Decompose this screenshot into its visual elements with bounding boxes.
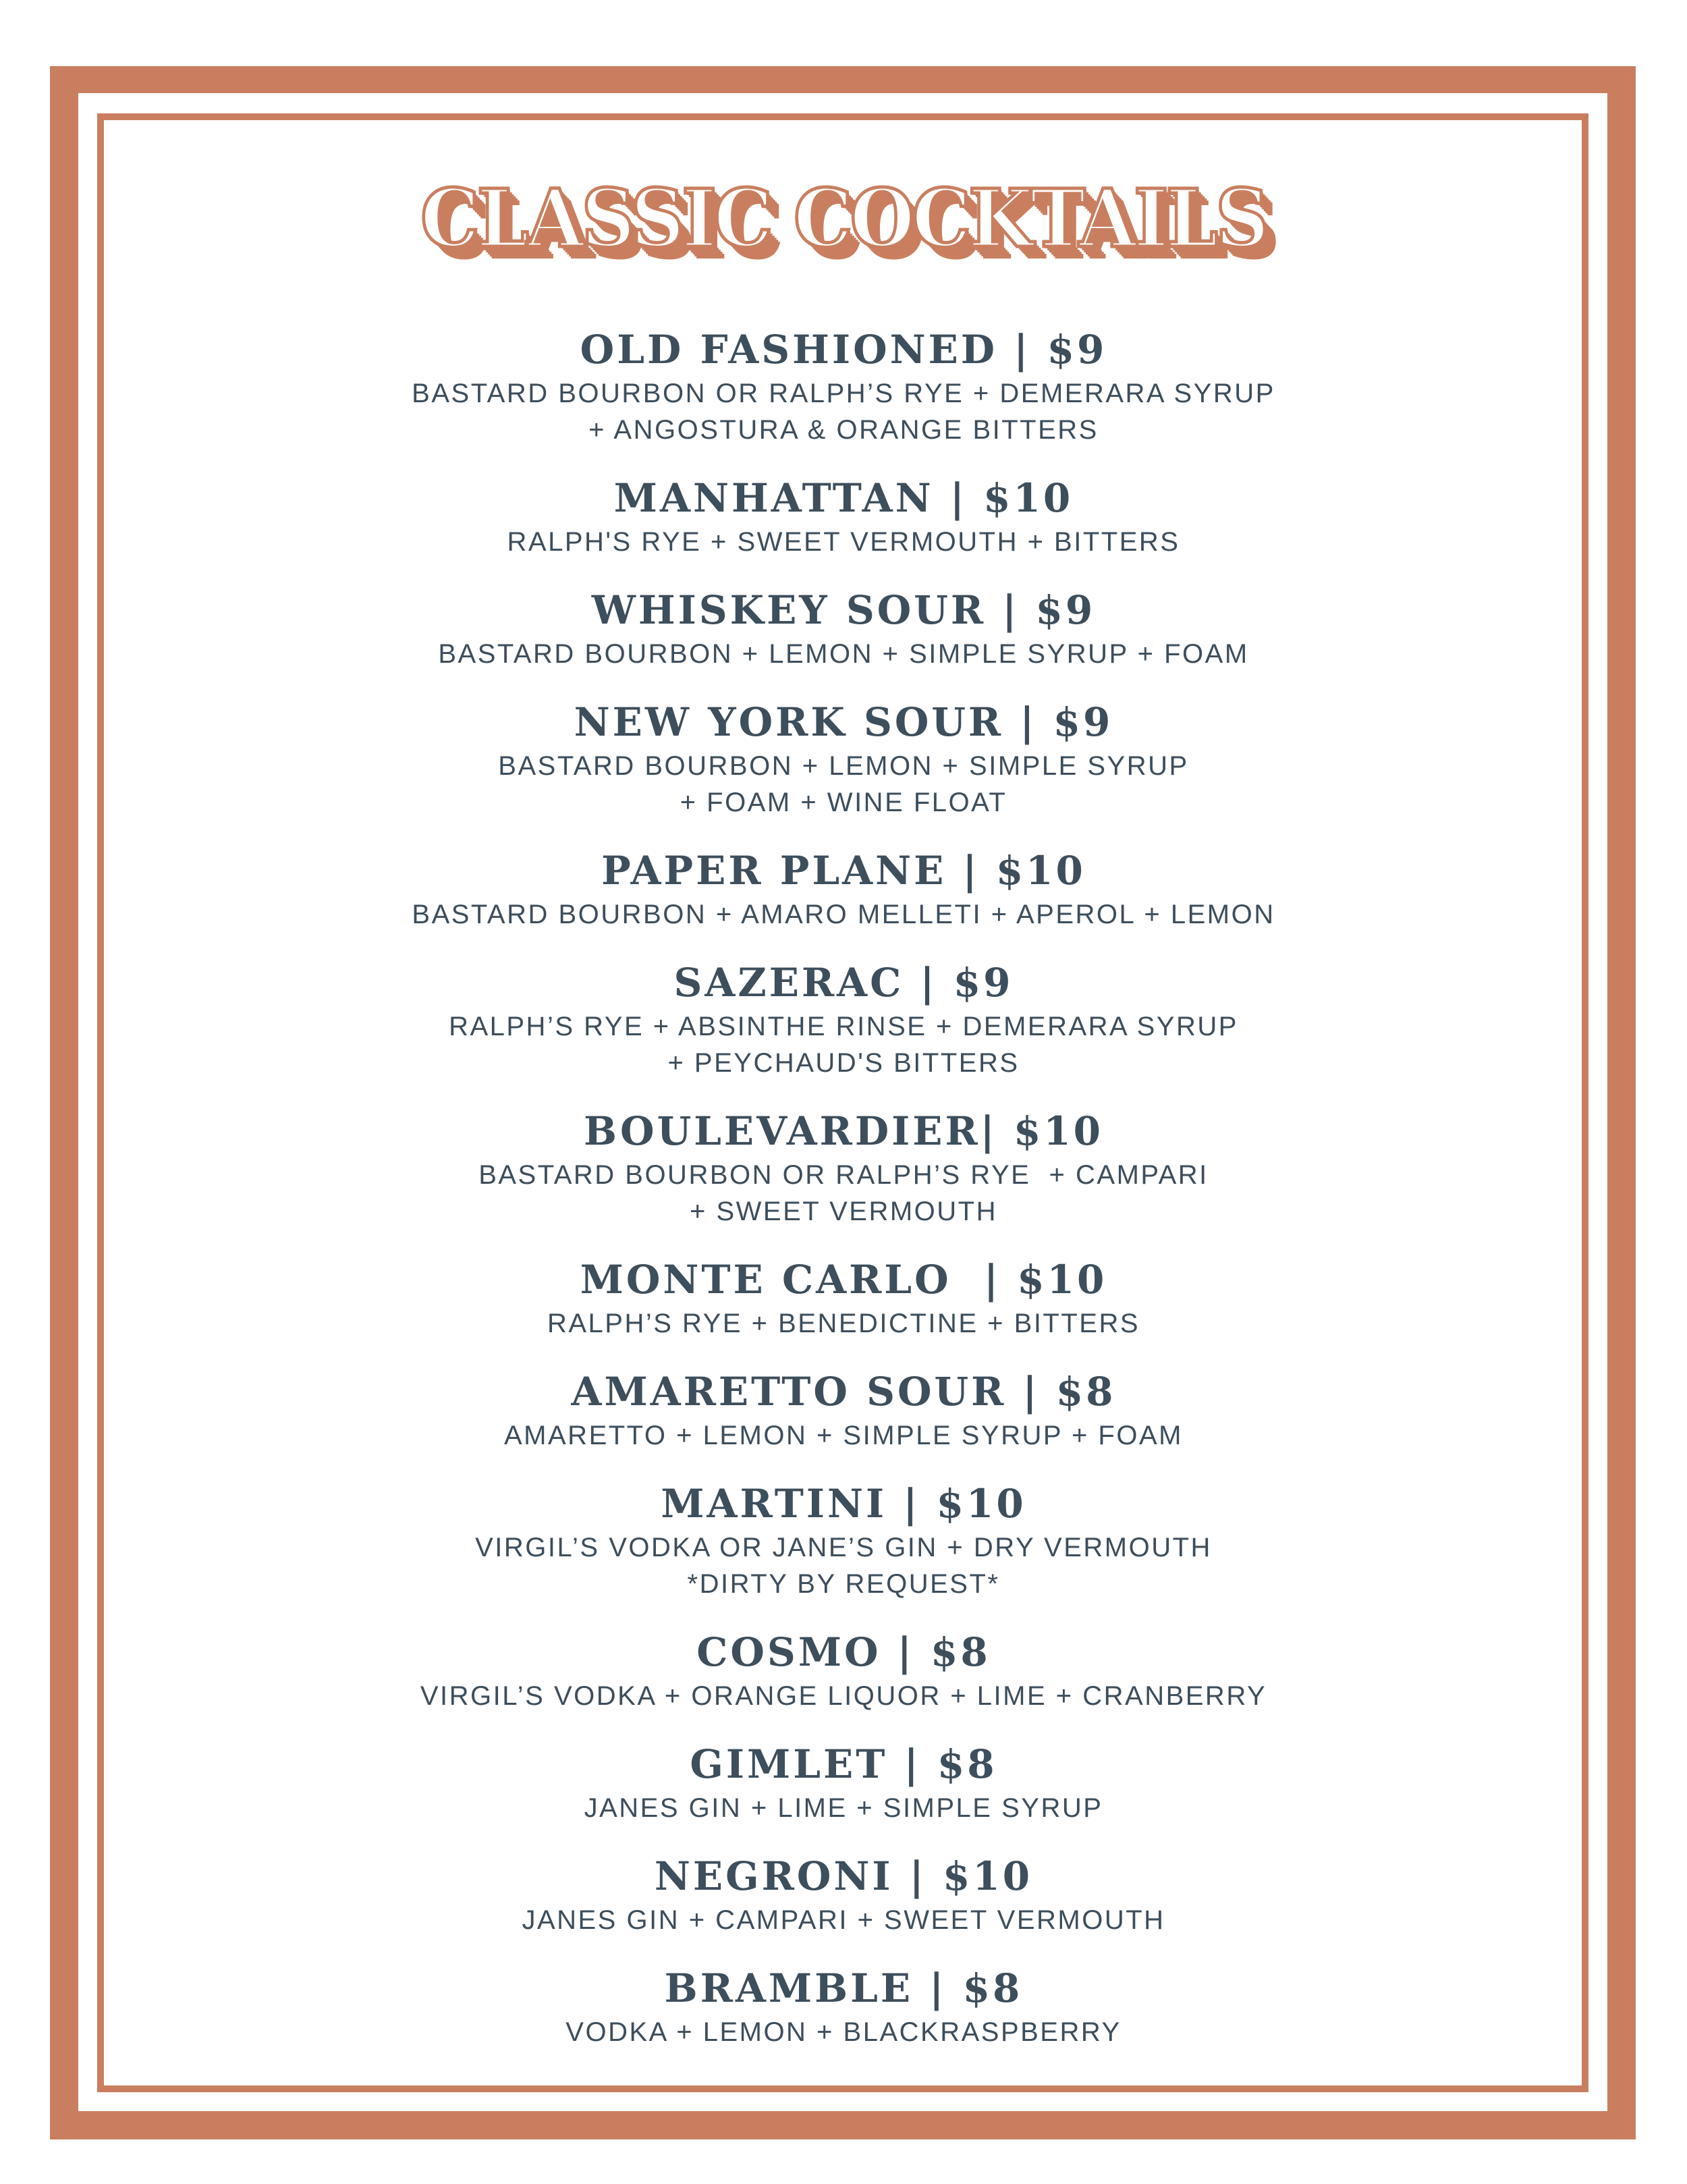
cocktail-ingredients: VIRGIL’S VODKA OR JANE’S GIN + DRY VERMOUTH	[475, 1533, 1212, 1562]
cocktail-name-price: MONTE CARLO | $10	[580, 1257, 1107, 1303]
cocktail-list	[0, 324, 1687, 2075]
cocktail-name-price: GIMLET | $8	[690, 1741, 997, 1787]
cocktail-item	[0, 472, 1687, 560]
cocktail-item	[0, 957, 1687, 1081]
cocktail-ingredients: BASTARD BOURBON + LEMON + SIMPLE SYRUP	[498, 751, 1189, 781]
cocktail-item	[0, 1105, 1687, 1230]
cocktail-ingredients: + PEYCHAUD'S BITTERS	[667, 1048, 1020, 1078]
cocktail-item	[0, 697, 1687, 821]
cocktail-ingredients: RALPH’S RYE + BENEDICTINE + BITTERS	[547, 1309, 1140, 1338]
cocktail-name-price: NEGRONI | $10	[654, 1853, 1033, 1899]
cocktail-item	[0, 1254, 1687, 1342]
cocktail-name-price: NEW YORK SOUR | $9	[574, 699, 1113, 745]
cocktail-name-price: PAPER PLANE | $10	[601, 848, 1086, 894]
cocktail-ingredients: + FOAM + WINE FLOAT	[680, 788, 1007, 817]
cocktail-name-price: BRAMBLE | $8	[664, 1965, 1023, 2011]
cocktail-ingredients: BASTARD BOURBON OR RALPH’S RYE + CAMPARI	[478, 1160, 1209, 1190]
cocktail-ingredients: VODKA + LEMON + BLACKRASPBERRY	[565, 2017, 1122, 2047]
cocktail-name-price: WHISKEY SOUR | $9	[591, 587, 1096, 633]
cocktail-name-price: OLD FASHIONED | $9	[580, 327, 1107, 373]
cocktail-item	[0, 324, 1687, 448]
cocktail-ingredients: BASTARD BOURBON + AMARO MELLETI + APEROL + LEMON	[412, 900, 1275, 929]
cocktail-ingredients: AMARETTO + LEMON + SIMPLE SYRUP + FOAM	[504, 1421, 1183, 1450]
menu-title: CLASSIC COCKTAILS	[420, 171, 1267, 265]
cocktail-item	[0, 1739, 1687, 1826]
cocktail-item	[0, 1366, 1687, 1454]
cocktail-name-price: BOULEVARDIER| $10	[583, 1108, 1104, 1154]
cocktail-item	[0, 1478, 1687, 1602]
cocktail-name-price: SAZERAC | $9	[673, 960, 1014, 1006]
cocktail-item	[0, 1851, 1687, 1938]
cocktail-item	[0, 1963, 1687, 2050]
cocktail-item	[0, 584, 1687, 672]
cocktail-name-price: COSMO | $8	[696, 1629, 991, 1675]
cocktail-item	[0, 1627, 1687, 1714]
cocktail-ingredients: BASTARD BOURBON + LEMON + SIMPLE SYRUP + FOAM	[438, 639, 1249, 669]
cocktail-ingredients: JANES GIN + LIME + SIMPLE SYRUP	[584, 1793, 1103, 1823]
cocktail-ingredients: BASTARD BOURBON OR RALPH’S RYE + DEMERARA SYRUP	[412, 379, 1275, 408]
cocktail-name-price: MANHATTAN | $10	[613, 475, 1074, 521]
cocktail-ingredients: RALPH’S RYE + ABSINTHE RINSE + DEMERARA SYRUP	[449, 1012, 1238, 1041]
cocktail-ingredients: *DIRTY BY REQUEST*	[687, 1569, 1000, 1599]
cocktail-ingredients: JANES GIN + CAMPARI + SWEET VERMOUTH	[522, 1905, 1165, 1935]
cocktail-name-price: AMARETTO SOUR | $8	[571, 1369, 1116, 1415]
cocktail-ingredients: VIRGIL’S VODKA + ORANGE LIQUOR + LIME + CRANBERRY	[420, 1681, 1267, 1711]
menu-header	[0, 171, 1687, 287]
cocktail-ingredients: + ANGOSTURA & ORANGE BITTERS	[588, 415, 1099, 445]
cocktail-item	[0, 845, 1687, 933]
cocktail-ingredients: + SWEET VERMOUTH	[690, 1197, 997, 1226]
cocktail-ingredients: RALPH'S RYE + SWEET VERMOUTH + BITTERS	[507, 527, 1180, 557]
cocktail-name-price: MARTINI | $10	[661, 1481, 1026, 1527]
